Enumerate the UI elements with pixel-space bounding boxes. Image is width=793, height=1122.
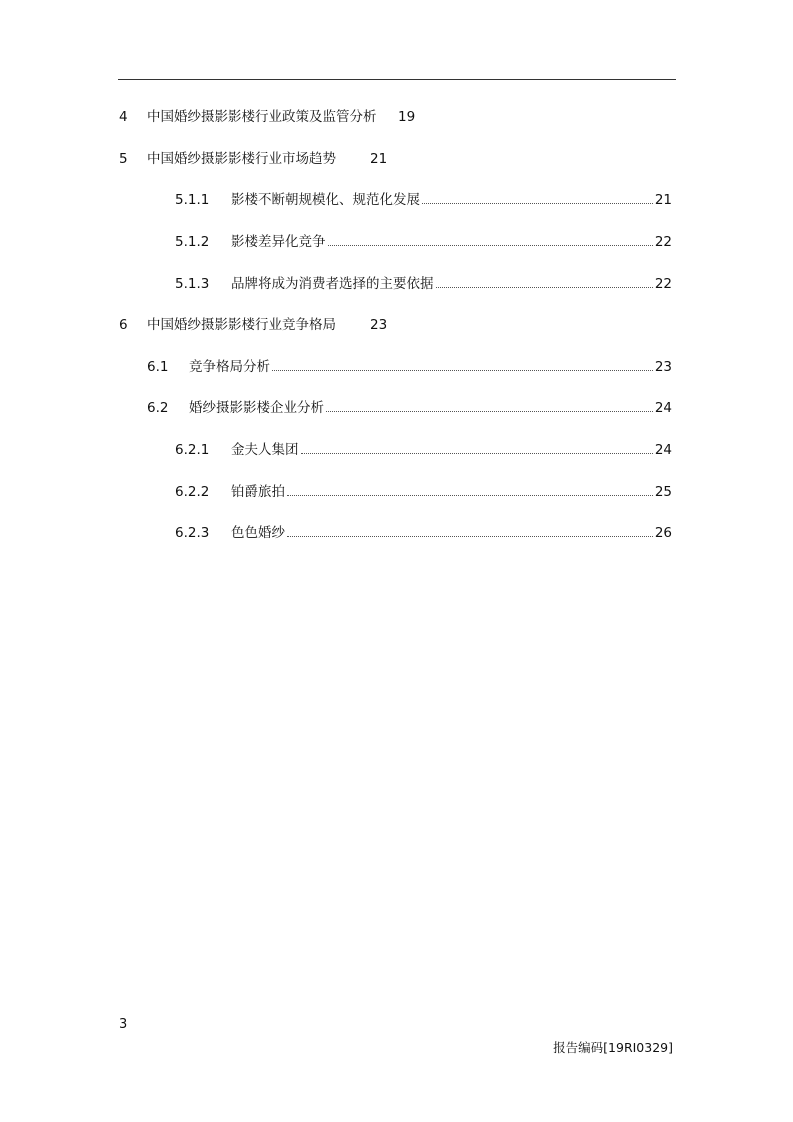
toc-number: 4 — [119, 109, 128, 125]
toc-leader-dots — [301, 439, 653, 454]
toc-number: 5 — [119, 151, 128, 167]
toc-entry-6-1[interactable] — [0, 356, 793, 378]
toc-number: 6.2.1 — [175, 442, 210, 458]
toc-page: 23 — [654, 359, 672, 375]
toc-entry-6[interactable] — [0, 314, 793, 336]
toc-number: 6.2.3 — [175, 525, 210, 541]
toc-page: 21 — [654, 192, 672, 208]
toc-entry-5-1-2[interactable] — [0, 231, 793, 253]
toc-title: 金夫人集团 — [231, 442, 299, 458]
toc-entry-6-2-1[interactable] — [0, 439, 793, 461]
toc-leader-dots — [422, 189, 653, 204]
toc-title: 中国婚纱摄影影楼行业竞争格局 — [147, 317, 336, 333]
toc-number: 5.1.1 — [175, 192, 210, 208]
toc-page: 24 — [654, 400, 672, 416]
toc-page: 26 — [654, 525, 672, 541]
toc-leader-dots — [287, 522, 653, 537]
toc-title: 品牌将成为消费者选择的主要依据 — [231, 276, 434, 292]
toc-page: 25 — [654, 484, 672, 500]
toc-number: 6.2 — [147, 400, 169, 416]
header-rule — [118, 79, 676, 80]
toc-title: 中国婚纱摄影影楼行业市场趋势 — [147, 151, 336, 167]
toc-number: 5.1.2 — [175, 234, 210, 250]
toc-page: 21 — [370, 151, 388, 167]
toc-entry-5-1-3[interactable] — [0, 273, 793, 295]
toc-title: 中国婚纱摄影影楼行业政策及监管分析 — [147, 109, 377, 125]
toc-title: 竞争格局分析 — [189, 359, 270, 375]
toc-title: 铂爵旅拍 — [231, 484, 285, 500]
toc-page: 22 — [654, 276, 672, 292]
toc-page: 19 — [398, 109, 416, 125]
toc-leader-dots — [287, 481, 653, 496]
toc-title: 影楼差异化竞争 — [231, 234, 326, 250]
toc-entry-4[interactable] — [0, 106, 793, 128]
toc-title: 色色婚纱 — [231, 525, 285, 541]
toc-leader-dots — [272, 356, 653, 371]
toc-page: 23 — [370, 317, 388, 333]
report-code: 报告编码[19RI0329] — [553, 1040, 673, 1055]
toc-number: 5.1.3 — [175, 276, 210, 292]
toc-number: 6 — [119, 317, 128, 333]
toc-page: 24 — [654, 442, 672, 458]
toc-entry-5-1-1[interactable] — [0, 189, 793, 211]
toc-leader-dots — [328, 231, 653, 246]
toc-entry-5[interactable] — [0, 148, 793, 170]
toc-entry-6-2[interactable] — [0, 397, 793, 419]
toc-number: 6.1 — [147, 359, 169, 375]
toc-entry-6-2-2[interactable] — [0, 481, 793, 503]
toc-title: 影楼不断朝规模化、规范化发展 — [231, 192, 420, 208]
toc-title: 婚纱摄影影楼企业分析 — [189, 400, 324, 416]
toc-leader-dots — [326, 397, 653, 412]
toc-page: 22 — [654, 234, 672, 250]
toc-number: 6.2.2 — [175, 484, 210, 500]
page-number: 3 — [119, 1017, 128, 1032]
toc-leader-dots — [436, 273, 653, 288]
toc-entry-6-2-3[interactable] — [0, 522, 793, 544]
